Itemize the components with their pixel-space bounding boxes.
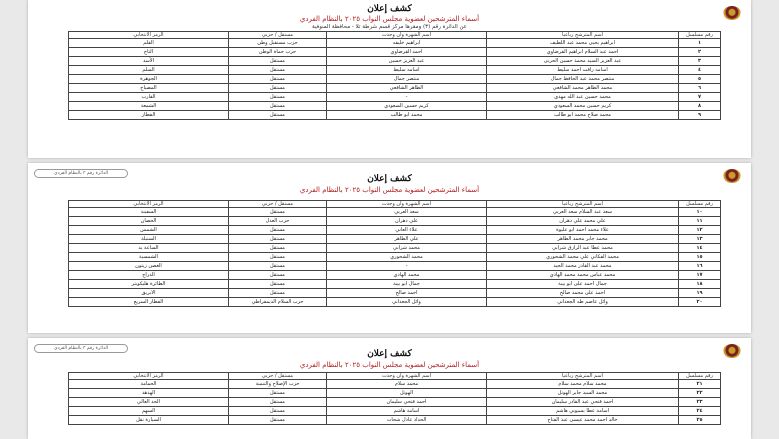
table-row xyxy=(69,66,721,75)
page-subtitle: أسماء المترشحين لعضوية مجلس النواب ٢٠٢٥ بالنظام الفردي xyxy=(299,361,480,369)
cell-affiliation: مستقل xyxy=(229,93,327,102)
cell-num: ٦ xyxy=(679,84,721,93)
cell-affiliation: مستقل xyxy=(229,102,327,111)
cell-fame: وائل الجعداني xyxy=(327,298,487,307)
cell-name: عبد العزيز السيد محمد حسين الحرنى xyxy=(487,57,679,66)
table-row xyxy=(69,48,721,57)
cell-name: علي محمد علي دهران xyxy=(487,217,679,226)
cell-symbol: الحصان xyxy=(69,217,229,226)
cell-num: ١٧ xyxy=(679,271,721,280)
cell-fame: ابراهيم خليفه xyxy=(327,39,487,48)
cell-fame: محمد ابو طالب xyxy=(327,111,487,120)
cell-num: ٤ xyxy=(679,66,721,75)
cell-fame: احمد القرضاوي xyxy=(327,48,487,57)
cell-affiliation: مستقل xyxy=(229,289,327,298)
table-header-row xyxy=(69,373,721,380)
cell-affiliation: مستقل xyxy=(229,226,327,235)
candidates-table xyxy=(68,31,721,120)
header-symbol: الرمز الانتخابي xyxy=(69,201,229,208)
cell-affiliation: مستقل xyxy=(229,262,327,271)
cell-affiliation: مستقل xyxy=(229,208,327,217)
table-row xyxy=(69,111,721,120)
table-row xyxy=(69,262,721,271)
table-row xyxy=(69,280,721,289)
cell-fame: علي الطاهر xyxy=(327,235,487,244)
cell-affiliation: مستقل xyxy=(229,398,327,407)
cell-symbol: المصباح xyxy=(69,84,229,93)
document-page-2 xyxy=(28,163,751,333)
header-affiliation: مستقل / حزبي xyxy=(229,201,327,208)
cell-affiliation: حزب مستقبل وطن xyxy=(229,39,327,48)
table-body xyxy=(69,39,721,120)
cell-name: سعد عبد السلام سعد العربي xyxy=(487,208,679,217)
cell-name: محمد صلاح محمد ابو طالب xyxy=(487,111,679,120)
table-row xyxy=(69,407,721,416)
cell-affiliation: مستقل xyxy=(229,271,327,280)
table-row xyxy=(69,416,721,425)
cell-fame: الهوتل xyxy=(327,389,487,398)
candidates-table xyxy=(68,372,721,425)
cell-symbol: الغصن زيتون xyxy=(69,262,229,271)
table-row xyxy=(69,235,721,244)
header-affiliation: مستقل / حزبي xyxy=(229,373,327,380)
cell-affiliation: مستقل xyxy=(229,389,327,398)
cell-fame: الحداد عادل شحات xyxy=(327,416,487,425)
cell-symbol: القارب xyxy=(69,93,229,102)
cell-affiliation: مستقل xyxy=(229,57,327,66)
cell-affiliation: مستقل xyxy=(229,280,327,289)
cell-symbol: الهدهد xyxy=(69,389,229,398)
cell-name: محمد حسين عبد الله مهدي xyxy=(487,93,679,102)
cell-num: ١٣ xyxy=(679,235,721,244)
cell-name: احمد عبد السلام ابراهيم القرضاوي xyxy=(487,48,679,57)
cell-num: ٢ xyxy=(679,48,721,57)
table-body xyxy=(69,380,721,425)
cell-name: احمد فتحي عبد القادر سليمان xyxy=(487,398,679,407)
header-symbol: الرمز الانتخابي xyxy=(69,32,229,39)
cell-num: ٢٠ xyxy=(679,298,721,307)
cell-symbol: الطائرة هليكوبتر xyxy=(69,280,229,289)
cell-fame: محمد الشحوري xyxy=(327,253,487,262)
cell-fame: سعد العربي xyxy=(327,208,487,217)
page-title: كشف إعلان xyxy=(367,174,412,184)
header-name: اسم المترشح رباعيا xyxy=(487,201,679,208)
table-row xyxy=(69,208,721,217)
cell-symbol: السلم xyxy=(69,66,229,75)
header-affiliation: مستقل / حزبي xyxy=(229,32,327,39)
cell-num: ١١ xyxy=(679,217,721,226)
table-row xyxy=(69,289,721,298)
page-subtitle: أسماء المترشحين لعضوية مجلس النواب ٢٠٢٥ بالنظام الفردي xyxy=(299,186,480,194)
cell-affiliation: حزب السلام الديمقراطي xyxy=(229,298,327,307)
header-fame: اسم الشهرة وان وجدت xyxy=(327,201,487,208)
cell-num: ٢٤ xyxy=(679,407,721,416)
cell-name: محمد عطا عبد الرازق شرابي xyxy=(487,244,679,253)
cell-name: خالد احمد محمد عيسى عبد الفتاح xyxy=(487,416,679,425)
cell-symbol: السنبلة xyxy=(69,235,229,244)
header-name: اسم المترشح رباعيا xyxy=(487,373,679,380)
cell-name: محمد الفكاني علي محمد الشحوري xyxy=(487,253,679,262)
cell-num: ٥ xyxy=(679,75,721,84)
table-row xyxy=(69,75,721,84)
table-header-row xyxy=(69,201,721,208)
cell-fame: اسامه سليط xyxy=(327,66,487,75)
header-fame: اسم الشهرة وان وجدت xyxy=(327,32,487,39)
table-row xyxy=(69,244,721,253)
cell-affiliation: مستقل xyxy=(229,244,327,253)
table-row xyxy=(69,226,721,235)
page-title: كشف إعلان xyxy=(367,349,412,359)
cell-fame: علي دهران xyxy=(327,217,487,226)
cell-name: اسامة عطا بسيوني هاشم xyxy=(487,407,679,416)
cell-symbol: القلم xyxy=(69,39,229,48)
document-page-3 xyxy=(28,338,751,439)
cell-name: اسامه رافت احمد سليط xyxy=(487,66,679,75)
cell-name: وائل عاصم طه الجعداني xyxy=(487,298,679,307)
cell-fame: - xyxy=(327,262,487,271)
cell-num: ١٤ xyxy=(679,244,721,253)
cell-num: ١٨ xyxy=(679,280,721,289)
district-badge: الدائرة رقم ٣ بالنظام الفردي xyxy=(34,169,128,178)
table-row xyxy=(69,217,721,226)
cell-num: ١٥ xyxy=(679,253,721,262)
cell-num: ١٩ xyxy=(679,289,721,298)
table-body xyxy=(69,208,721,307)
cell-name: منتصر محمد عبد الحافظ جمال xyxy=(487,75,679,84)
cell-fame: محمد سلام xyxy=(327,380,487,389)
cell-fame: الطاهر الشافعي xyxy=(327,84,487,93)
header-symbol: الرمز الانتخابي xyxy=(69,373,229,380)
cell-affiliation: مستقل xyxy=(229,407,327,416)
cell-name: كريم حسين محمد السعودي xyxy=(487,102,679,111)
cell-symbol: السهم xyxy=(69,407,229,416)
cell-name: محمد عباس محمد محمد الهادي xyxy=(487,271,679,280)
cell-num: ١٢ xyxy=(679,226,721,235)
cell-symbol: السيارة نقل xyxy=(69,416,229,425)
header-fame: اسم الشهرة وان وجدت xyxy=(327,373,487,380)
table-row xyxy=(69,39,721,48)
header-num: رقم مسلسل xyxy=(679,201,721,208)
candidates-table xyxy=(68,200,721,307)
cell-affiliation: مستقل xyxy=(229,75,327,84)
cell-symbol: التاج xyxy=(69,48,229,57)
cell-symbol: الجوهرة xyxy=(69,75,229,84)
table-header-row xyxy=(69,32,721,39)
cell-symbol: الشمس xyxy=(69,226,229,235)
cell-name: محمد السيد جابر الهوتل xyxy=(487,389,679,398)
cell-symbol: الشمسية xyxy=(69,253,229,262)
cell-name: ابراهيم يحيى محمد عبد اللطيف xyxy=(487,39,679,48)
cell-name: احمد على محمد صالح xyxy=(487,289,679,298)
cell-affiliation: مستقل xyxy=(229,111,327,120)
district-badge: الدائرة رقم ٣ بالنظام الفردي xyxy=(34,344,128,353)
cell-affiliation: حزب العدل xyxy=(229,217,327,226)
district-line: عن الدائرة رقم (٣) ومقرها مركز قسم شرطة تلا - محافظة المنوفية xyxy=(312,24,467,30)
cell-symbol: الابريق xyxy=(69,289,229,298)
cell-symbol: الساعة يد xyxy=(69,244,229,253)
cell-name: علاء محمد احمد ابو عليوة xyxy=(487,226,679,235)
header-num: رقم مسلسل xyxy=(679,373,721,380)
cell-symbol: الحمامة xyxy=(69,380,229,389)
cell-fame: اسامة هاشم xyxy=(327,407,487,416)
cell-num: ١ xyxy=(679,39,721,48)
cell-affiliation: مستقل xyxy=(229,416,327,425)
table-row xyxy=(69,380,721,389)
cell-fame: كريم حسين السعودي xyxy=(327,102,487,111)
cell-affiliation: مستقل xyxy=(229,84,327,93)
cell-symbol: الأسد xyxy=(69,57,229,66)
cell-affiliation: حزب الإصلاح والتنمية xyxy=(229,380,327,389)
cell-name: محمد سلام محمد سلام xyxy=(487,380,679,389)
cell-fame: محمد شرابي xyxy=(327,244,487,253)
cell-num: ٢١ xyxy=(679,380,721,389)
cell-name: محمد عبد القادر محمد الجيد xyxy=(487,262,679,271)
table-row xyxy=(69,398,721,407)
cell-num: ٢٣ xyxy=(679,398,721,407)
cell-affiliation: حزب حماة الوطن xyxy=(229,48,327,57)
cell-symbol: الحد العالي xyxy=(69,398,229,407)
cell-num: ١٦ xyxy=(679,262,721,271)
cell-fame: محمد الهادي xyxy=(327,271,487,280)
cell-num: ٩ xyxy=(679,111,721,120)
document-page-1 xyxy=(28,0,751,158)
cell-symbol: الدراج xyxy=(69,271,229,280)
table-row xyxy=(69,253,721,262)
cell-num: ٧ xyxy=(679,93,721,102)
cell-symbol: السفينة xyxy=(69,208,229,217)
table-row xyxy=(69,84,721,93)
cell-fame: علاء العاني xyxy=(327,226,487,235)
page-subtitle: أسماء المترشحين لعضوية مجلس النواب ٢٠٢٥ بالنظام الفردي xyxy=(299,15,480,23)
cell-fame: احمد صالح xyxy=(327,289,487,298)
table-row xyxy=(69,271,721,280)
cell-num: ٨ xyxy=(679,102,721,111)
cell-num: ٢٥ xyxy=(679,416,721,425)
header-name: اسم المترشح رباعيا xyxy=(487,32,679,39)
cell-fame: جمال ابو بيبة xyxy=(327,280,487,289)
table-row xyxy=(69,298,721,307)
cell-symbol: القطار السريع xyxy=(69,298,229,307)
cell-num: ١٠ xyxy=(679,208,721,217)
cell-name: جمال احمد على ابو بيبة xyxy=(487,280,679,289)
table-row xyxy=(69,389,721,398)
cell-symbol: الشمعة xyxy=(69,102,229,111)
cell-fame: - xyxy=(327,93,487,102)
table-row xyxy=(69,93,721,102)
table-row xyxy=(69,102,721,111)
cell-fame: عبد العزيز حسين xyxy=(327,57,487,66)
cell-num: ٣ xyxy=(679,57,721,66)
cell-affiliation: مستقل xyxy=(229,253,327,262)
header-num: رقم مسلسل xyxy=(679,32,721,39)
cell-fame: منتصر جمال xyxy=(327,75,487,84)
page-title: كشف إعلان xyxy=(367,4,412,14)
table-row xyxy=(69,57,721,66)
cell-fame: احمد فتحي سليمان xyxy=(327,398,487,407)
cell-num: ٢٢ xyxy=(679,389,721,398)
cell-name: محمد الطاهر محمد الشافعي xyxy=(487,84,679,93)
cell-affiliation: مستقل xyxy=(229,66,327,75)
cell-affiliation: مستقل xyxy=(229,235,327,244)
cell-name: محمد جابر محمد الطاهر xyxy=(487,235,679,244)
cell-symbol: القطار xyxy=(69,111,229,120)
